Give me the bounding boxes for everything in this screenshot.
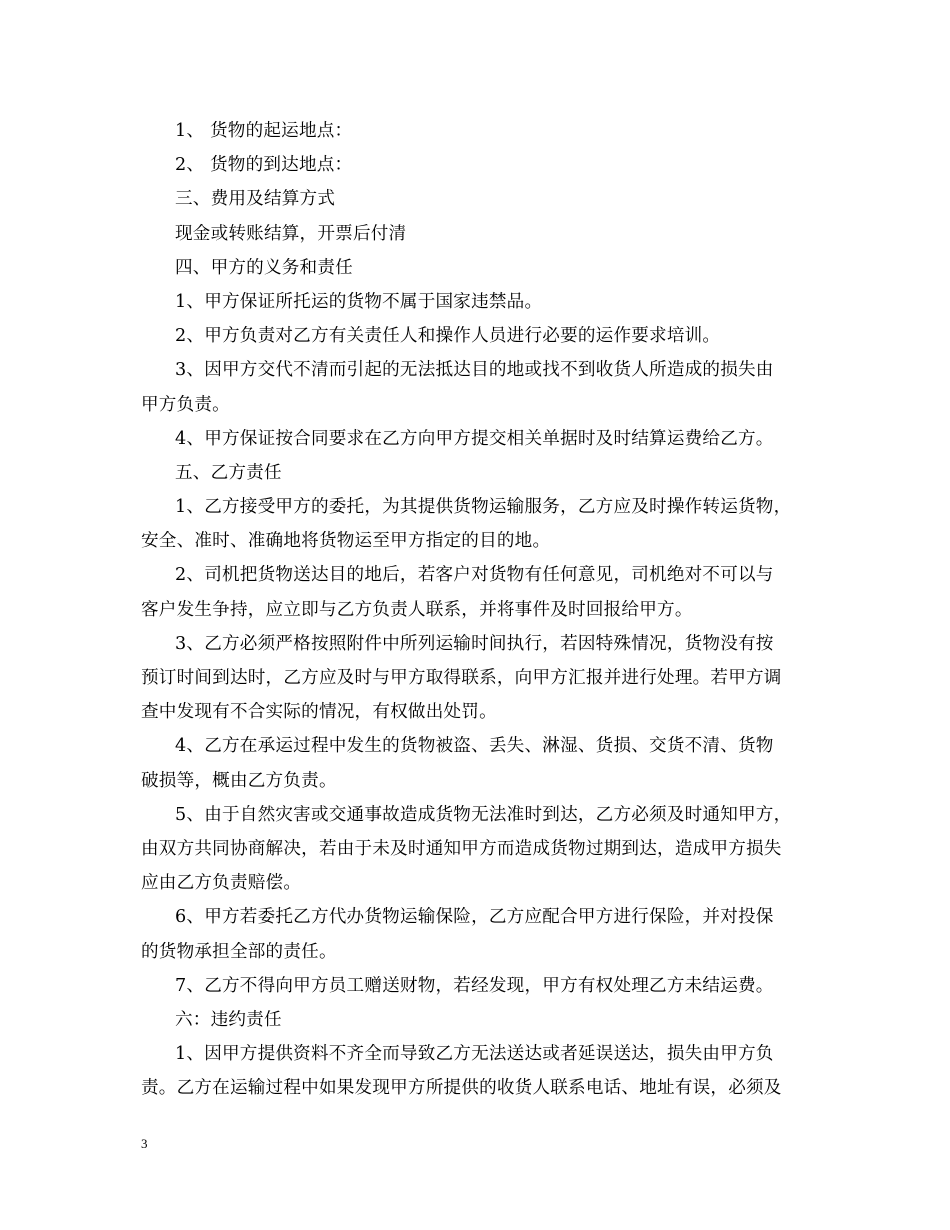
text-line: 1、 货物的起运地点： [175,121,353,141]
text-line: 预订时间到达时，乙方应及时与甲方取得联系，向甲方汇报并进行处理。若甲方调 [141,668,782,688]
text-line: 破损等，概由乙方负责。 [141,770,337,791]
page-number: 3 [141,1136,148,1151]
text-line: 由双方共同协商解决，若由于未及时通知甲方而造成货物过期到达，造成甲方损失 [141,838,782,859]
text-line: 查中发现有不合实际的情况，有权做出处罚。 [141,702,497,723]
text-line: 安全、准时、准确地将货物运至甲方指定的目的地。 [141,531,551,552]
text-line: 责。乙方在运输过程中如果发现甲方所提供的收货人联系电话、地址有误，必须及 [141,1078,782,1099]
text-line: 现金或转账结算，开票后付清 [175,223,407,244]
section-heading: 四、甲方的义务和责任 [175,257,353,278]
text-line: 客户发生争持，应立即与乙方负责人联系，并将事件及时回报给甲方。 [141,599,693,620]
text-line: 1、因甲方提供资料不齐全而导致乙方无法送达或者延误送达，损失由甲方负 [175,1044,774,1065]
text-line: 3、因甲方交代不清而引起的无法抵达目的地或找不到收货人所造成的损失由 [175,360,774,381]
text-line: 甲方负责。 [141,394,230,415]
text-line: 的货物承担全部的责任。 [141,941,337,962]
section-heading: 五、乙方责任 [175,462,282,483]
text-line: 应由乙方负责赔偿。 [141,873,302,894]
text-line: 1、乙方接受甲方的委托，为其提供货物运输服务，乙方应及时操作转运货物， [175,497,792,518]
text-line: 3、乙方必须严格按照附件中所列运输时间执行，若因特殊情况，货物没有按 [175,633,774,654]
text-line: 6、甲方若委托乙方代办货物运输保险，乙方应配合甲方进行保险，并对投保 [175,907,774,928]
document-body [141,114,815,1105]
section-heading: 三、费用及结算方式 [175,189,336,210]
text-line: 7、乙方不得向甲方员工赠送财物，若经发现，甲方有权处理乙方未结运费。 [175,975,774,996]
text-line: 2、甲方负责对乙方有关责任人和操作人员进行必要的运作要求培训。 [175,326,721,347]
text-line: 4、乙方在承运过程中发生的货物被盗、丢失、淋湿、货损、交货不清、货物 [175,736,774,757]
text-line: 2、 货物的到达地点： [175,155,353,176]
text-line: 5、由于自然灾害或交通事故造成货物无法准时到达，乙方必须及时通知甲方， [175,804,792,825]
text-line: 1、甲方保证所托运的货物不属于国家违禁品。 [175,291,543,312]
text-line: 4、甲方保证按合同要求在乙方向甲方提交相关单据时及时结算运费给乙方。 [175,428,774,449]
section-heading: 六：违约责任 [175,1009,282,1030]
text-line: 2、司机把货物送达目的地后，若客户对货物有任何意见，司机绝对不可以与 [175,565,774,586]
